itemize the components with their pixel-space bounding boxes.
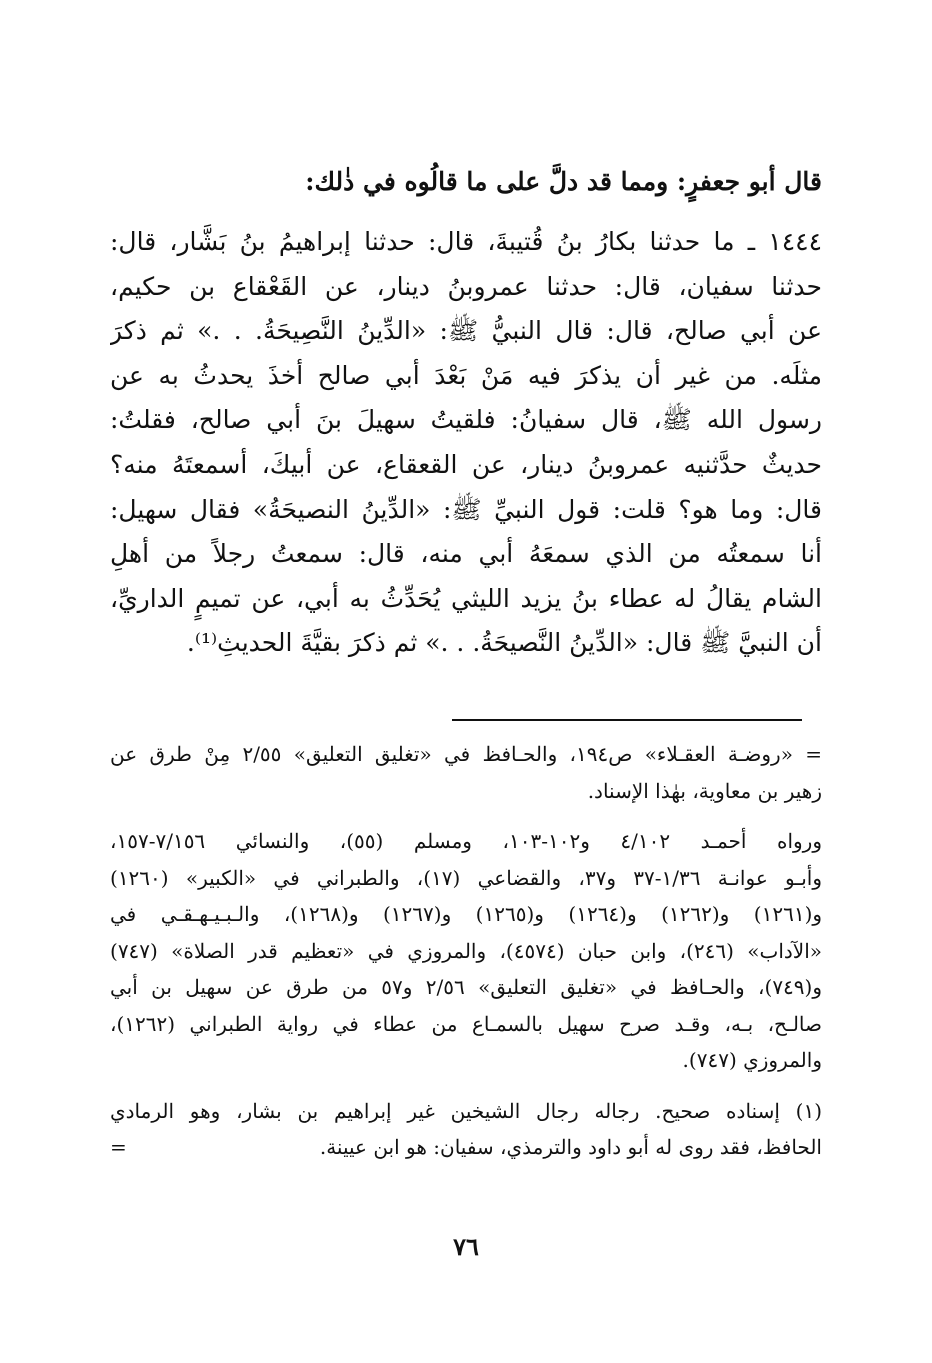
footnote-line: صالـح، بـه، وقـد صرح سهيل بالسمـاع من عطاء في رواية الطبراني (١٢٦٢)، bbox=[110, 1011, 822, 1036]
footnote-references bbox=[110, 823, 822, 1079]
footnote-line: و(١٢٦١) و(١٢٦٢) و(١٢٦٤) و(١٢٦٥) و(١٢٦٧) و(١٢٦٨)، والـبـيـهـقـي في bbox=[110, 902, 822, 926]
text-line: رسول الله ﷺ، قال سفيانُ: فلقيتُ سهيلَ بنَ أبي صالح، فقلتُ: bbox=[110, 405, 822, 435]
footnote-line: الحافظ، فقد روى له أبو داود والترمذي، سفيان: هو ابن عيينة. bbox=[319, 1135, 822, 1159]
footnote-line: زهير بن معاوية، بهٰذا الإسناد. bbox=[587, 778, 822, 803]
footnote-line: و(٧٤٩)، والحـافظ في «تغليق التعليق» ٢/٥٦ و٥٧ من طرق عن سهيل بن أبي bbox=[110, 975, 822, 999]
text-line: الشام يقالُ له عطاء بنُ يزيد الليثي يُحَدِّثُ به أبي، عن تميمٍ الداريِّ، bbox=[110, 583, 822, 613]
footnote-line: والمروزي (٧٤٧). bbox=[682, 1048, 822, 1072]
footnote-divider bbox=[452, 719, 802, 721]
text-line: حدثنا سفيان، قال: حدثنا عمروبنُ دينار، عن القَعْقاع بن حكيم، bbox=[110, 271, 822, 301]
section-heading: قال أبو جعفرٍ: ومما قد دلَّ على ما قالُوه في ذٰلك: bbox=[305, 167, 822, 196]
footnote-line: = «روضـة العقـلاء» ص١٩٤، والحـافظ في «تغليق التعليق» ٢/٥٥ مِنْ طرق عن bbox=[110, 742, 822, 766]
page-number: ٧٦ bbox=[453, 1232, 479, 1261]
footnote-line: وأبـو عوانـة ١/٣٦-٣٧ و٣٧، والقضاعي (١٧)، والطبراني في «الكبير» (١٢٦٠) bbox=[110, 865, 822, 890]
main-text bbox=[110, 220, 822, 666]
text-line: عن أبي صالح، قال: قال النبيُّ ﷺ: «الدِّينُ النَّصِيحَةُ. . .» ثم ذكرَ bbox=[110, 316, 822, 346]
footnote-continuation bbox=[110, 736, 822, 809]
continuation-mark: = bbox=[110, 1135, 127, 1159]
text-line: أن النبيَّ ﷺ قال: «الدِّينُ النَّصيحَةُ. . .» ثم ذكرَ بقيَّةَ الحديثِ⁽¹⁾. bbox=[186, 628, 822, 658]
footnotes bbox=[110, 736, 822, 1180]
text-line: مثلَه. من غير أن يذكرَ فيه مَنْ بَعْدَ أبي صالح أخذَ يحدثُ به عن bbox=[110, 360, 822, 390]
text-line: أنا سمعتُه من الذي سمعَهُ أبي منه، قال: سمعتُ رجلاً من أهلِ bbox=[110, 539, 822, 569]
footnote-line: ورواه أحمـد ٤/١٠٢ و١٠٢-١٠٣، ومسلم (٥٥)، والنسائي ٧/١٥٦-١٥٧، bbox=[110, 829, 822, 853]
text-line: قال: وما هو؟ قلت: قول النبيِّ ﷺ: «الدِّينُ النصيحَةُ» فقال سهيل: bbox=[110, 494, 822, 524]
footnote-line: «الآداب» (٢٤٦)، وابن حبان (٤٥٧٤)، والمروزي في «تعظيم قدر الصلاة» (٧٤٧) bbox=[110, 938, 822, 963]
text-line: حديثٌ حدَّثنيه عمروبنُ دينار، عن القعقاع، عن أبيكَ، أسمعتَهُ منه؟ bbox=[110, 449, 822, 479]
footnote-1 bbox=[110, 1093, 822, 1166]
footnote-line: (١) إسناده صحيح. رجاله رجال الشيخين غير إبراهيم بن بشار، وهو الرمادي bbox=[110, 1098, 822, 1123]
footnote-line-with-mark bbox=[110, 1129, 822, 1166]
text-line: ١٤٤٤ ـ ما حدثنا بكارُ بنُ قُتيبةَ، قال: حدثنا إبراهيمُ بنُ بَشَّار، قال: bbox=[110, 227, 822, 256]
